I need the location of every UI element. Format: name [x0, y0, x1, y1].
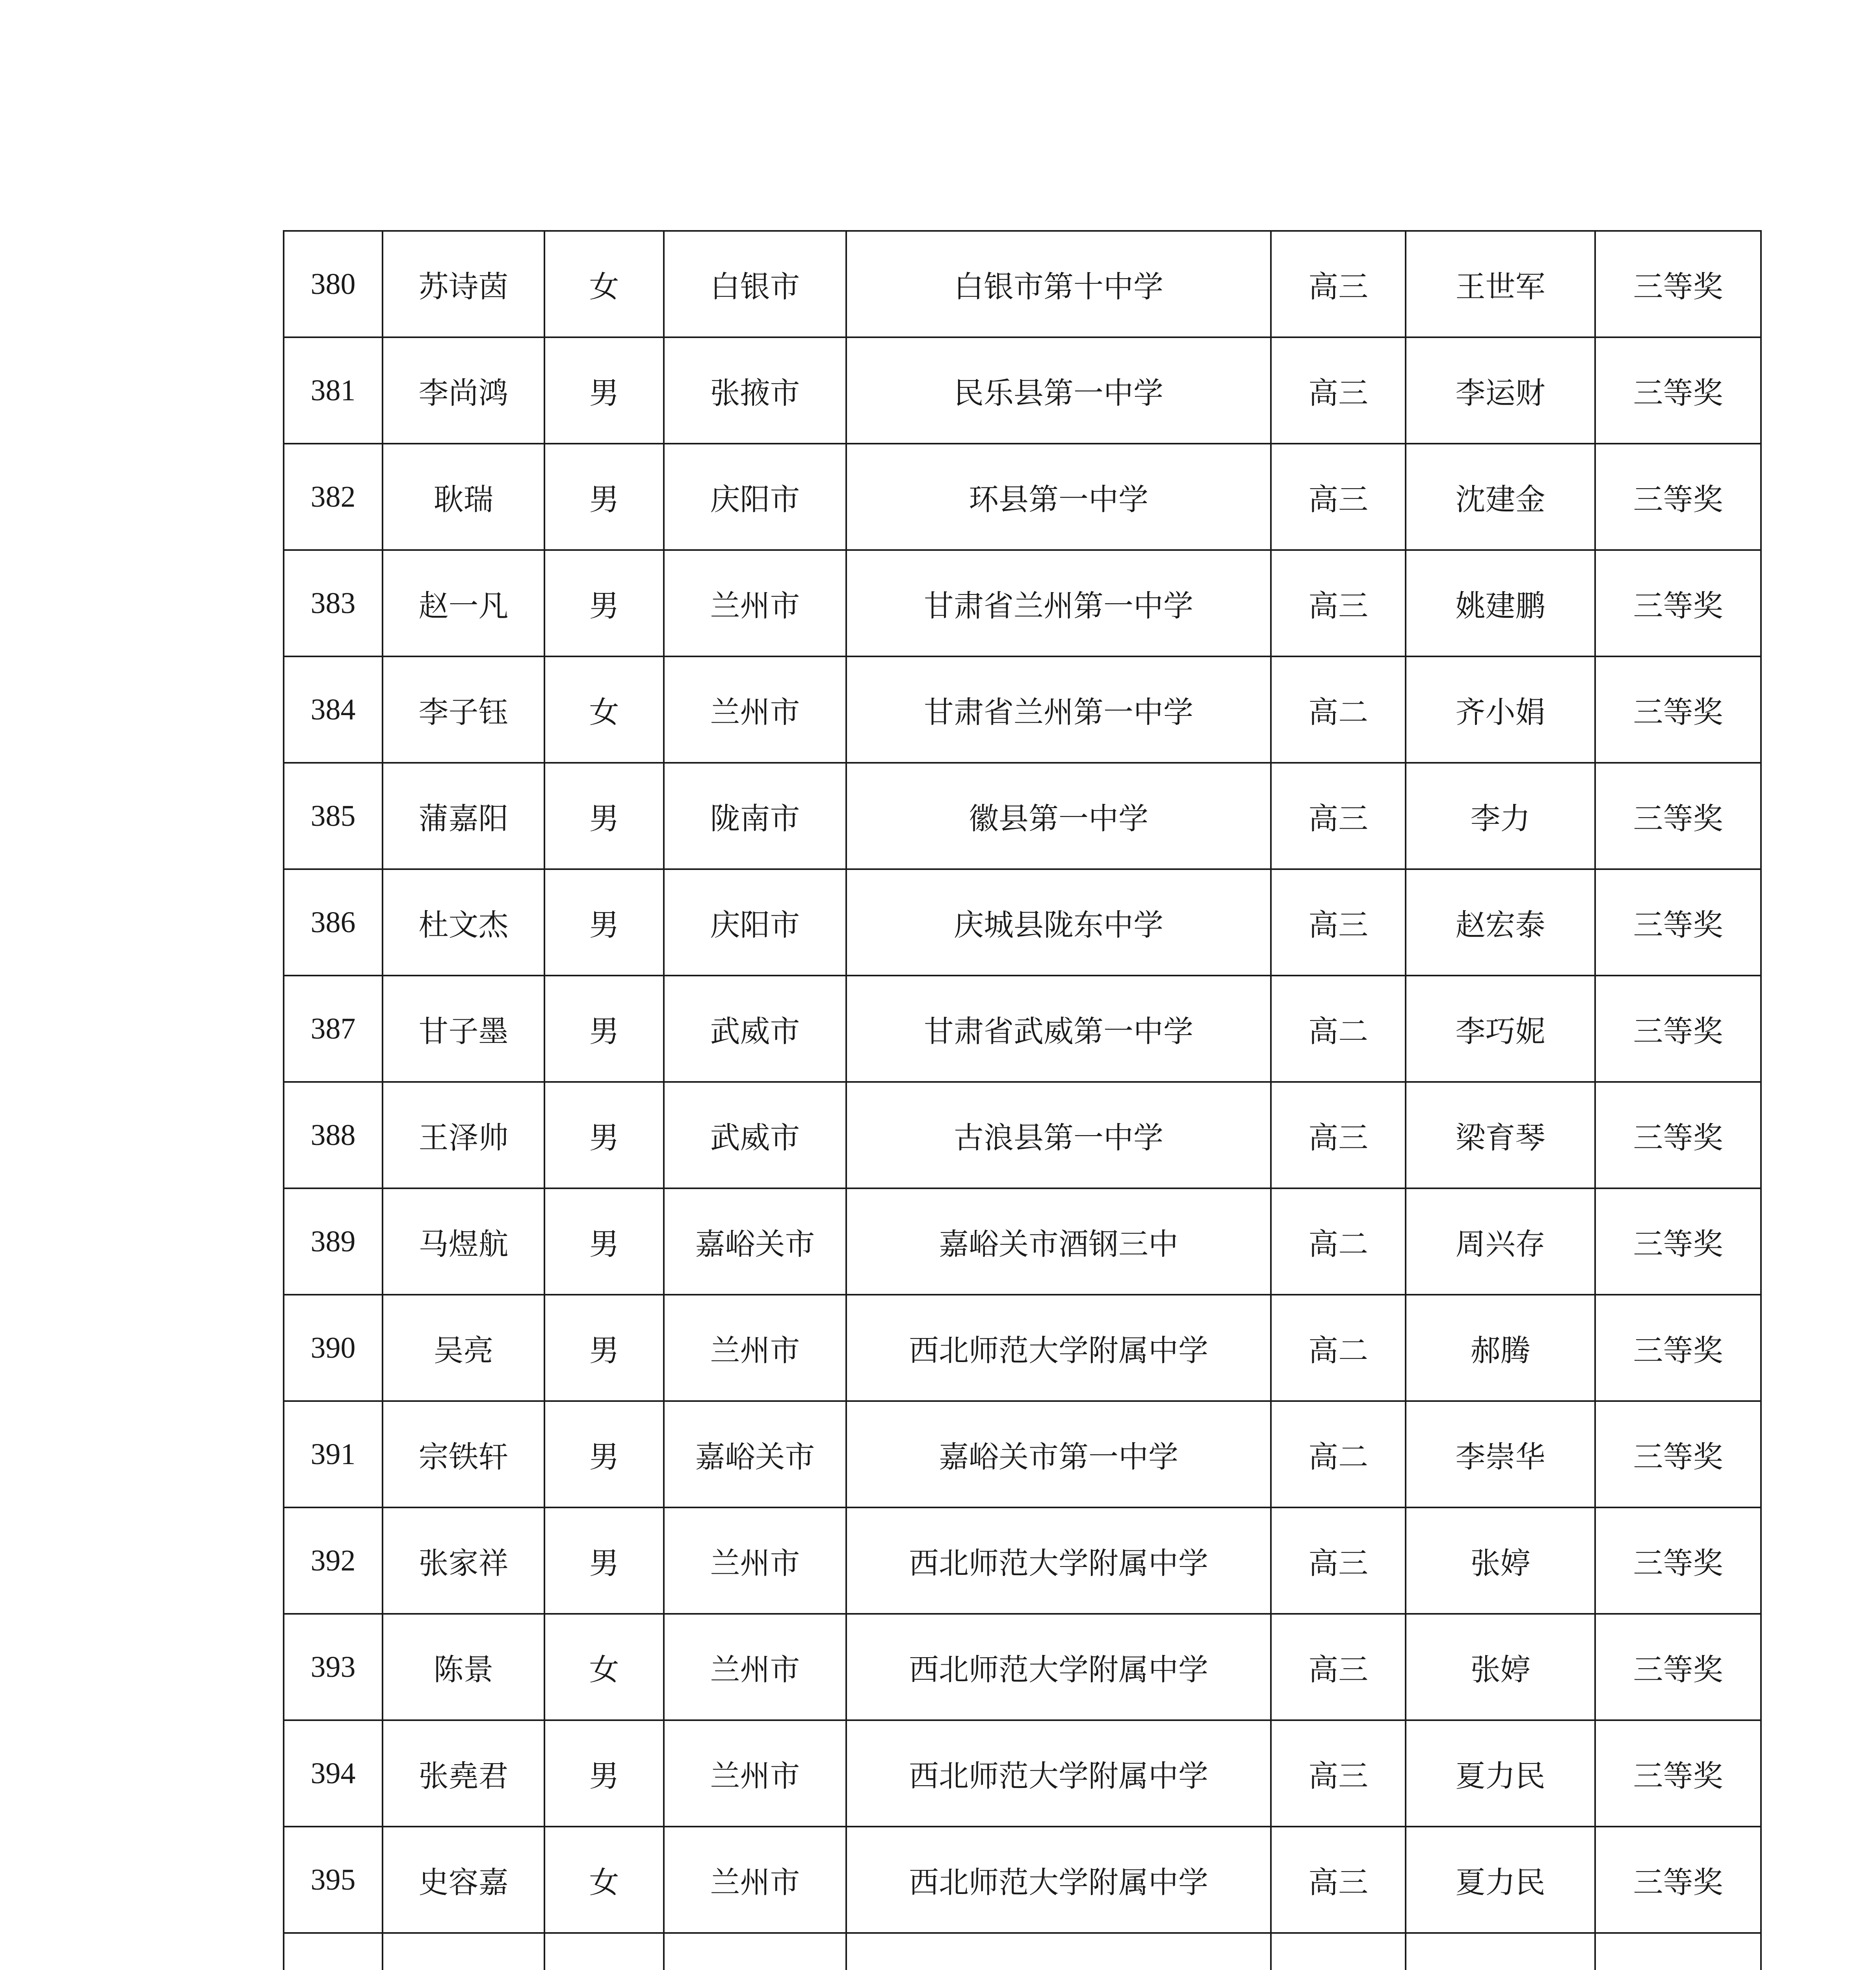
cell-no: 390 — [284, 1295, 383, 1401]
cell-city: 嘉峪关市 — [664, 1401, 846, 1507]
cell-award: 三等奖 — [1595, 869, 1761, 976]
cell-gender: 女 — [544, 1827, 664, 1933]
cell-school: 嘉峪关市第一中学 — [846, 1401, 1271, 1507]
cell-city: 兰州市 — [664, 1827, 846, 1933]
cell-no: 389 — [284, 1188, 383, 1295]
cell-award: 三等奖 — [1595, 337, 1761, 444]
cell-no: 393 — [284, 1614, 383, 1720]
cell-grade: 高三 — [1271, 444, 1406, 550]
cell-teacher: 夏力民 — [1406, 1720, 1595, 1827]
cell-city: 张掖市 — [664, 337, 846, 444]
cell-award: 三等奖 — [1595, 1082, 1761, 1188]
cell-gender: 女 — [544, 656, 664, 763]
cell-name: 吴亮 — [383, 1295, 544, 1401]
cell-no: 383 — [284, 550, 383, 656]
cell-teacher: 周兴存 — [1406, 1188, 1595, 1295]
cell-school: 西北师范大学附属中学 — [846, 1720, 1271, 1827]
cell-award: 三等奖 — [1595, 1295, 1761, 1401]
cell-gender: 男 — [544, 1082, 664, 1188]
cell-school: 西北师范大学附属中学 — [846, 1614, 1271, 1720]
cell-city — [664, 1933, 846, 1970]
table-row — [284, 1401, 1761, 1507]
cell-teacher: 齐小娟 — [1406, 656, 1595, 763]
cell-award: 三等奖 — [1595, 656, 1761, 763]
cell-award: 三等奖 — [1595, 550, 1761, 656]
cell-school — [846, 1933, 1271, 1970]
cell-no: 386 — [284, 869, 383, 976]
cell-no: 392 — [284, 1507, 383, 1614]
cell-name: 蒲嘉阳 — [383, 763, 544, 869]
table-row — [284, 1507, 1761, 1614]
cell-award: 三等奖 — [1595, 976, 1761, 1082]
cell-teacher: 李运财 — [1406, 337, 1595, 444]
cell-award: 三等奖 — [1595, 1614, 1761, 1720]
table-body — [284, 231, 1761, 1970]
cell-name: 史容嘉 — [383, 1827, 544, 1933]
cell-city: 兰州市 — [664, 1720, 846, 1827]
cell-name: 李尚鸿 — [383, 337, 544, 444]
cell-teacher: 夏力民 — [1406, 1827, 1595, 1933]
cell-school: 甘肃省兰州第一中学 — [846, 656, 1271, 763]
cell-teacher: 赵宏泰 — [1406, 869, 1595, 976]
cell-teacher: 张婷 — [1406, 1507, 1595, 1614]
cell-no: 382 — [284, 444, 383, 550]
cell-city: 陇南市 — [664, 763, 846, 869]
cell-no: 391 — [284, 1401, 383, 1507]
table-row — [284, 1082, 1761, 1188]
cell-name — [383, 1933, 544, 1970]
cell-grade: 高二 — [1271, 1295, 1406, 1401]
cell-city: 武威市 — [664, 1082, 846, 1188]
cell-no: 384 — [284, 656, 383, 763]
cell-gender: 男 — [544, 763, 664, 869]
table-row — [284, 1827, 1761, 1933]
cell-teacher: 李崇华 — [1406, 1401, 1595, 1507]
award-list-table — [283, 230, 1762, 1970]
cell-teacher: 张婷 — [1406, 1614, 1595, 1720]
cell-award: 三等奖 — [1595, 763, 1761, 869]
cell-no: 387 — [284, 976, 383, 1082]
cell-grade: 高三 — [1271, 1827, 1406, 1933]
cell-city: 庆阳市 — [664, 444, 846, 550]
cell-name: 宗铁轩 — [383, 1401, 544, 1507]
cell-name: 张堯君 — [383, 1720, 544, 1827]
cell-grade: 高三 — [1271, 337, 1406, 444]
cell-grade: 高三 — [1271, 550, 1406, 656]
cell-award: 三等奖 — [1595, 1720, 1761, 1827]
table-row — [284, 1933, 1761, 1970]
cell-school: 甘肃省兰州第一中学 — [846, 550, 1271, 656]
cell-city: 武威市 — [664, 976, 846, 1082]
cell-award: 三等奖 — [1595, 231, 1761, 337]
cell-name: 李子钰 — [383, 656, 544, 763]
cell-grade: 高二 — [1271, 1401, 1406, 1507]
cell-gender: 男 — [544, 1507, 664, 1614]
cell-name: 赵一凡 — [383, 550, 544, 656]
cell-name: 甘子墨 — [383, 976, 544, 1082]
cell-school: 甘肃省武威第一中学 — [846, 976, 1271, 1082]
table-row — [284, 1720, 1761, 1827]
cell-grade: 高二 — [1271, 656, 1406, 763]
cell-grade: 高三 — [1271, 231, 1406, 337]
cell-gender: 男 — [544, 337, 664, 444]
cell-name: 王泽帅 — [383, 1082, 544, 1188]
cell-grade: 高三 — [1271, 1082, 1406, 1188]
cell-name: 马煜航 — [383, 1188, 544, 1295]
cell-school: 民乐县第一中学 — [846, 337, 1271, 444]
table-row — [284, 656, 1761, 763]
cell-gender: 男 — [544, 550, 664, 656]
cell-gender: 男 — [544, 1401, 664, 1507]
cell-grade: 高三 — [1271, 1507, 1406, 1614]
cell-gender: 男 — [544, 976, 664, 1082]
cell-school: 西北师范大学附属中学 — [846, 1507, 1271, 1614]
table-row — [284, 231, 1761, 337]
cell-name: 陈景 — [383, 1614, 544, 1720]
cell-teacher — [1406, 1933, 1595, 1970]
table-row — [284, 1295, 1761, 1401]
cell-school: 西北师范大学附属中学 — [846, 1295, 1271, 1401]
cell-gender: 女 — [544, 231, 664, 337]
cell-school: 白银市第十中学 — [846, 231, 1271, 337]
cell-gender: 男 — [544, 869, 664, 976]
cell-name: 杜文杰 — [383, 869, 544, 976]
cell-grade: 高二 — [1271, 976, 1406, 1082]
cell-school: 古浪县第一中学 — [846, 1082, 1271, 1188]
table-row — [284, 1614, 1761, 1720]
cell-city: 兰州市 — [664, 550, 846, 656]
cell-gender: 男 — [544, 1188, 664, 1295]
table-row — [284, 763, 1761, 869]
cell-teacher: 梁育琴 — [1406, 1082, 1595, 1188]
cell-school: 西北师范大学附属中学 — [846, 1827, 1271, 1933]
cell-no: 380 — [284, 231, 383, 337]
cell-gender: 男 — [544, 1295, 664, 1401]
cell-no: 385 — [284, 763, 383, 869]
cell-award: 三等奖 — [1595, 444, 1761, 550]
cell-award — [1595, 1933, 1761, 1970]
cell-school: 嘉峪关市酒钢三中 — [846, 1188, 1271, 1295]
cell-city: 白银市 — [664, 231, 846, 337]
cell-grade: 高三 — [1271, 763, 1406, 869]
table-row — [284, 1188, 1761, 1295]
cell-school: 庆城县陇东中学 — [846, 869, 1271, 976]
cell-no: 394 — [284, 1720, 383, 1827]
cell-award: 三等奖 — [1595, 1827, 1761, 1933]
cell-city: 嘉峪关市 — [664, 1188, 846, 1295]
cell-grade: 高三 — [1271, 869, 1406, 976]
cell-school: 环县第一中学 — [846, 444, 1271, 550]
cell-teacher: 王世军 — [1406, 231, 1595, 337]
cell-no: 381 — [284, 337, 383, 444]
cell-city: 庆阳市 — [664, 869, 846, 976]
cell-city: 兰州市 — [664, 1614, 846, 1720]
cell-teacher: 李力 — [1406, 763, 1595, 869]
cell-teacher: 李巧妮 — [1406, 976, 1595, 1082]
cell-name: 苏诗茵 — [383, 231, 544, 337]
cell-grade — [1271, 1933, 1406, 1970]
cell-gender: 男 — [544, 1720, 664, 1827]
cell-gender: 女 — [544, 1614, 664, 1720]
cell-award: 三等奖 — [1595, 1507, 1761, 1614]
cell-name: 张家祥 — [383, 1507, 544, 1614]
cell-no: 395 — [284, 1827, 383, 1933]
cell-no — [284, 1933, 383, 1970]
cell-city: 兰州市 — [664, 1295, 846, 1401]
table-row — [284, 550, 1761, 656]
cell-teacher: 沈建金 — [1406, 444, 1595, 550]
cell-city: 兰州市 — [664, 1507, 846, 1614]
cell-no: 388 — [284, 1082, 383, 1188]
cell-city: 兰州市 — [664, 656, 846, 763]
cell-grade: 高三 — [1271, 1614, 1406, 1720]
cell-name: 耿瑞 — [383, 444, 544, 550]
cell-award: 三等奖 — [1595, 1401, 1761, 1507]
cell-gender: 男 — [544, 444, 664, 550]
cell-school: 徽县第一中学 — [846, 763, 1271, 869]
table-row — [284, 869, 1761, 976]
table-row — [284, 337, 1761, 444]
cell-teacher: 姚建鹏 — [1406, 550, 1595, 656]
table-row — [284, 444, 1761, 550]
table-row — [284, 976, 1761, 1082]
cell-grade: 高二 — [1271, 1188, 1406, 1295]
cell-grade: 高三 — [1271, 1720, 1406, 1827]
cell-teacher: 郝腾 — [1406, 1295, 1595, 1401]
cell-award: 三等奖 — [1595, 1188, 1761, 1295]
cell-gender — [544, 1933, 664, 1970]
